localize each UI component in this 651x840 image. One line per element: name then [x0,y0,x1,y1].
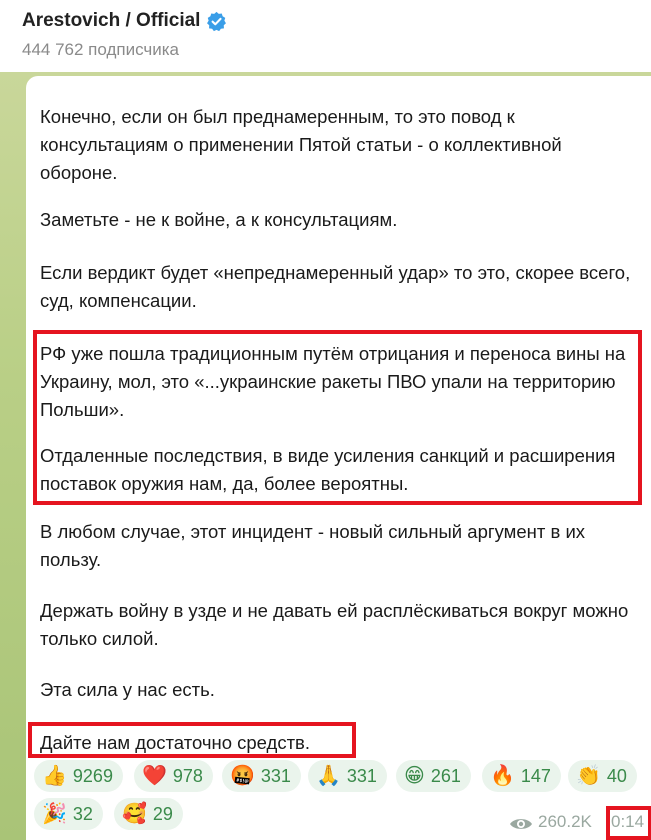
party-popper-icon: 🎉 [42,803,67,825]
reaction-clapping-hands[interactable] [568,760,637,792]
reaction-thumbs-up[interactable] [34,760,123,792]
view-count: 260.2K [538,812,592,831]
message-paragraph-highlighted: Дайте нам достаточно средств. [40,732,311,753]
message-paragraph: Эта сила у нас есть. [40,679,215,700]
reaction-count: 40 [606,765,627,786]
message-paragraph: Конечно, если он был преднамеренным, то это повод к консультациям о применении Пятой статьи - о коллективной обороне. [40,106,562,183]
message-paragraph: Держать войну в узде и не давать ей расплёскиваться вокруг можно только силой. [40,600,629,649]
reaction-count: 32 [72,803,93,824]
reaction-count: 9269 [72,765,113,786]
verified-badge-icon [206,11,227,32]
clapping-hands-icon: 👏 [576,765,601,787]
reaction-grinning-face[interactable] [396,760,471,792]
message-paragraph-highlighted: РФ уже пошла традиционным путём отрицания и переноса вины на Украину, мол, это «...украинские ракеты ПВО упали на территорию Польши». [40,343,626,420]
eye-icon [509,816,533,832]
reaction-count: 147 [520,765,551,786]
reaction-count: 331 [260,765,291,786]
fire-icon: 🔥 [490,765,515,787]
channel-name[interactable]: Arestovich / Official [22,10,201,31]
highlight-box [33,330,642,505]
thumbs-up-icon: 👍 [42,765,67,787]
reaction-fire[interactable] [482,760,561,792]
highlight-box [28,722,356,758]
smiling-face-with-hearts-icon: 🥰 [122,803,147,825]
reaction-count: 29 [152,803,173,824]
reaction-party-popper[interactable] [34,798,103,830]
angry-face-icon: 🤬 [230,765,255,787]
message-paragraph: В любом случае, этот инцидент - новый сильный аргумент в их пользу. [40,521,586,570]
heart-icon: ❤️ [142,765,167,787]
grinning-face-icon: 😁 [404,765,425,787]
reaction-smiling-hearts[interactable] [114,798,183,830]
message-paragraph: Заметьте - не к войне, а к консультациям. [40,209,398,230]
reaction-count: 978 [172,765,203,786]
reaction-heart[interactable] [134,760,213,792]
reaction-folded-hands[interactable] [308,760,387,792]
message-time: 0:14 [611,812,645,831]
channel-header[interactable] [0,0,651,72]
subscriber-count: 444 762 подписчика [22,40,180,59]
reaction-count: 331 [346,765,377,786]
reaction-count: 261 [430,765,461,786]
folded-hands-icon: 🙏 [316,765,341,787]
reaction-angry-face[interactable] [222,760,301,792]
message-paragraph: Если вердикт будет «непреднамеренный удар» то это, скорее всего, суд, компенсации. [40,262,631,311]
message-paragraph-highlighted: Отдаленные последствия, в виде усиления санкций и расширения поставок оружия нам, да, более вероятны. [40,445,616,494]
